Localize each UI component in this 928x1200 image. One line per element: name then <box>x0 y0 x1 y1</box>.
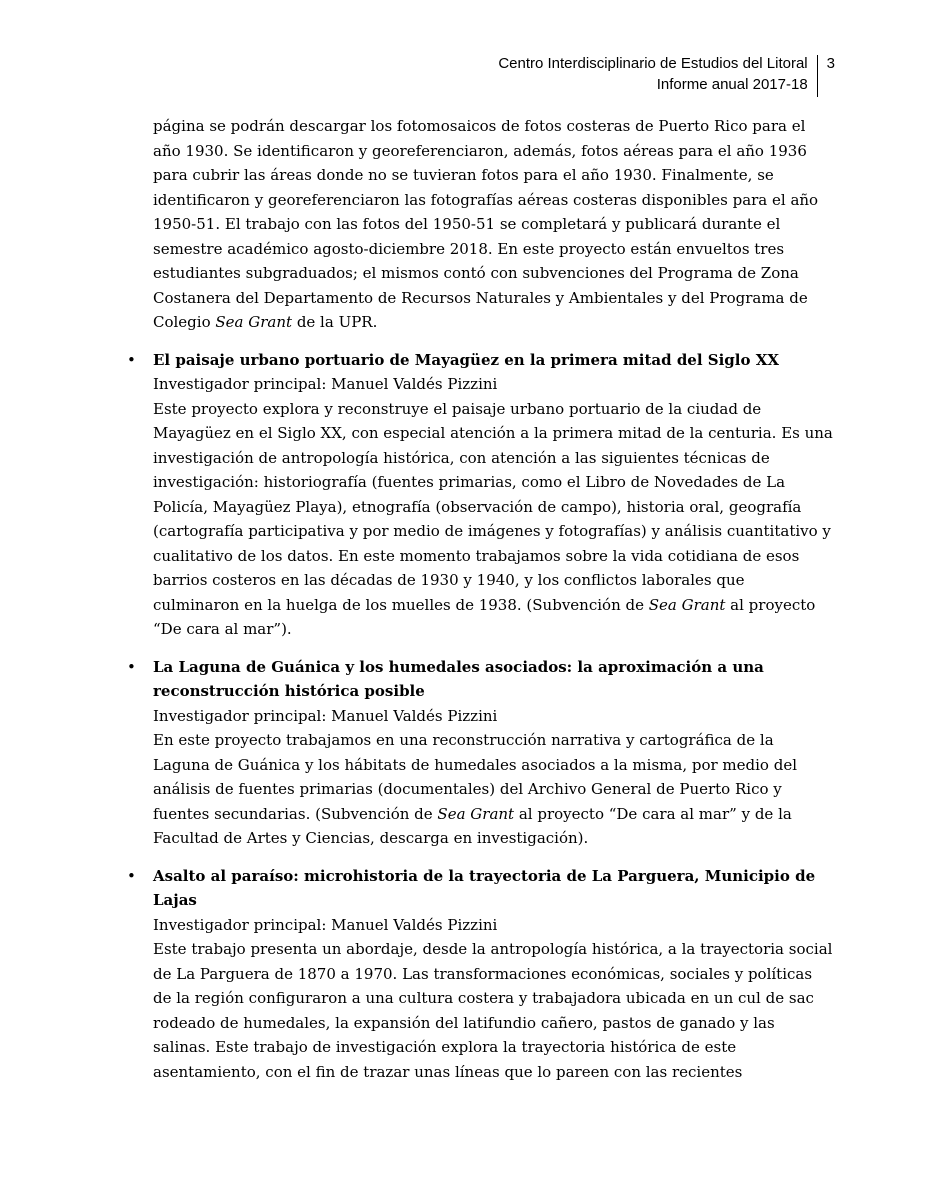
project-investigator: Investigador principal: Manuel Valdés Pizzini <box>153 915 498 934</box>
project-item <box>127 655 833 851</box>
page-header <box>498 53 835 97</box>
project-item <box>127 348 833 642</box>
intro-text: página se podrán descargar los fotomosaicos de fotos costeras de Puerto Rico para el año 1930. Se identificaron y georeferenciaron, además, fotos aéreas para el año 1936 para cubrir las áreas donde no se tuvieran fotos para el año 1930. Finalmente, se identificaron y georeferenciaron las fotografías aéreas costeras disponibles para el año 1950-51. El trabajo con las fotos del 1950-51 se completará y publicará durante el semestre académico agosto-diciembre 2018. En este proyecto están envueltos tres estudiantes subgraduados; el mismos contó con subvenciones del Programa de Zona Costanera del Departamento de Recursos Naturales y Ambientales y del Programa de Colegio <box>153 117 819 331</box>
project-text-end: al proyecto “De cara al mar”). <box>153 595 816 638</box>
intro-paragraph <box>153 114 833 335</box>
project-text-end: al proyecto “De cara al mar” y de la Facultad de Artes y Ciencias, descarga en investigación). <box>153 804 792 847</box>
project-text: Este proyecto explora y reconstruye el paisaje urbano portuario de la ciudad de Mayagüez en el Siglo XX, con especial atención a la primera mitad de la centuria. Es una investigación de antropología histórica, con atención a las siguientes técnicas de investigación: historiografía (fuentes primarias, como el Libro de Novedades de La Policía, Mayagüez Playa), etnografía (observación de campo), historia oral, geografía (cartografía participativa y por medio de imágenes y fotografías) y análisis cuantitativo y cualitativo de los datos. En este momento trabajamos sobre la vida cotidiana de esos barrios costeros en las décadas de 1930 y 1940, y los conflictos laborales que culminaron en la huelga de los muelles de 1938. (Subvención de <box>153 399 833 614</box>
project-item <box>127 864 833 1085</box>
bullet-icon: • <box>127 657 136 676</box>
intro-italic-text: Sea Grant <box>215 313 293 331</box>
project-description <box>153 937 833 1084</box>
header-institution: Centro Interdisciplinario de Estudios del Litoral <box>498 55 808 72</box>
document-body <box>127 114 833 1097</box>
project-text: En este proyecto trabajamos en una reconstrucción narrativa y cartográfica de la Laguna de Guánica y los hábitats de humedales asociados a la misma, por medio del análisis de fuentes primarias (documentales) del Archivo General de Puerto Rico y fuentes secundarias. (Subvención de <box>153 731 797 823</box>
header-text <box>498 53 816 95</box>
project-italic-text: Sea Grant <box>437 804 515 823</box>
bullet-icon: • <box>127 350 136 369</box>
project-italic-text: Sea Grant <box>648 595 726 614</box>
page-number: 3 <box>826 55 835 72</box>
project-text: Este trabajo presenta un abordaje, desde la antropología histórica, a la trayectoria social de La Parguera de 1870 a 1970. Las transformaciones económicas, sociales y políticas de la región configuraron a una cultura costera y trabajadora ubicada en un cul de sac rodeado de humedales, la expansión del latifundio cañero, pastos de ganado y las salinas. Este trabajo de investigación explora la trayectoria histórica de este asentamiento, con el fin de trazar unas líneas que lo pareen con las recientes <box>153 940 833 1081</box>
intro-text-end: de la UPR. <box>292 313 378 331</box>
project-list <box>127 348 833 1085</box>
project-title: Asalto al paraíso: microhistoria de la trayectoria de La Parguera, Municipio de Lajas <box>153 866 816 909</box>
bullet-icon: • <box>127 866 136 885</box>
project-investigator: Investigador principal: Manuel Valdés Pizzini <box>153 375 498 393</box>
project-description <box>153 728 833 851</box>
header-report-title: Informe anual 2017-18 <box>656 76 808 93</box>
project-title: La Laguna de Guánica y los humedales asociados: la aproximación a una reconstrucción histórica posible <box>153 657 764 700</box>
project-description <box>153 397 833 642</box>
project-investigator: Investigador principal: Manuel Valdés Pizzini <box>153 706 498 725</box>
project-title: El paisaje urbano portuario de Mayagüez en la primera mitad del Siglo XX <box>153 350 779 369</box>
